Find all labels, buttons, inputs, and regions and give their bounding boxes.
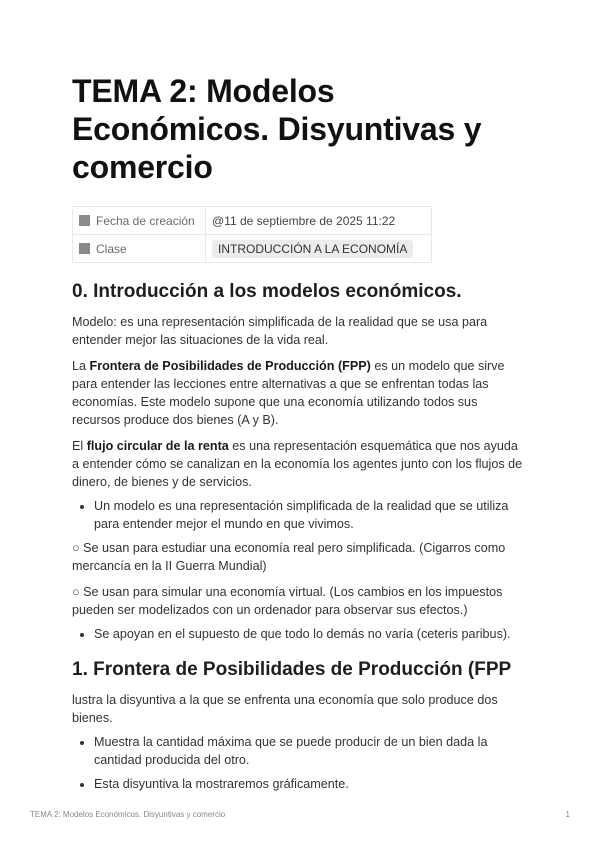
property-key: Clase	[96, 241, 127, 256]
list-item: • Muestra la cantidad máxima que se puede producir de un bien dada la cantidad producida del otro.	[94, 733, 528, 769]
page-footer	[30, 810, 570, 819]
bullet-list	[72, 625, 528, 643]
class-tag[interactable]: INTRODUCCIÓN A LA ECONOMÍA	[212, 240, 413, 258]
bold-fpp: Frontera de Posibilidades de Producción (FPP)	[89, 359, 371, 373]
property-row-clase	[73, 235, 432, 263]
paragraph-ilustra: lustra la disyuntiva a la que se enfrenta una economía que solo produce dos bienes.	[72, 693, 498, 725]
footer-title: TEMA 2: Modelos Económicos. Disyuntivas y comercio	[30, 810, 226, 819]
document-page	[72, 72, 528, 799]
bullet-list	[72, 733, 528, 793]
page-number: 1	[565, 810, 570, 819]
list-item: • Un modelo es una representación simplificada de la realidad que se utiliza para entender mejor el mundo en que vivimos.	[94, 497, 528, 533]
section-heading-0: 0. Introducción a los modelos económicos.	[72, 281, 462, 302]
paragraph-model-definition: Modelo: es una representación simplificada de la realidad que se usa para entender mejor las situaciones de la vida real.	[72, 315, 488, 347]
property-value[interactable]: @11 de septiembre de 2025 11:22	[206, 207, 432, 235]
list-icon	[79, 243, 90, 254]
property-key: Fecha de creación	[96, 213, 195, 228]
bullet-list	[72, 497, 528, 533]
property-value-cell	[206, 235, 432, 263]
property-row-fecha	[73, 207, 432, 235]
page-title: TEMA 2: Modelos Económicos. Disyuntivas y comercio	[72, 73, 482, 185]
properties-table	[72, 206, 432, 263]
bold-flujo: flujo circular de la renta	[86, 439, 229, 453]
calendar-icon	[79, 215, 90, 226]
paragraph-uso-virtual: ○ Se usan para simular una economía virtual. (Los cambios en los impuestos pueden ser modelizados con un ordenador para observar sus efectos.)	[72, 585, 503, 617]
section-heading-1: 1. Frontera de Posibilidades de Producción (FPP	[72, 659, 512, 680]
property-key-cell	[73, 207, 206, 235]
paragraph-flujo-circular: El flujo circular de la renta es una representación esquemática que nos ayuda a entender cómo se canalizan en la economía los agentes junto con los flujos de dinero, de bienes y de servicios.	[72, 439, 523, 489]
list-item: • Se apoyan en el supuesto de que todo lo demás no varía (ceteris paribus).	[94, 625, 528, 643]
paragraph-uso-real: ○ Se usan para estudiar una economía real pero simplificada. (Cigarros como mercancía en la II Guerra Mundial)	[72, 541, 506, 573]
paragraph-fpp: La Frontera de Posibilidades de Producción (FPP) es un modelo que sirve para entender las lecciones entre alternativas a que se enfrentan todas las economías. Este modelo supone que una economía utilizando todos sus recursos produce dos bienes (A y B).	[72, 359, 505, 427]
property-key-cell	[73, 235, 206, 263]
list-item: • Esta disyuntiva la mostraremos gráficamente.	[94, 775, 528, 793]
